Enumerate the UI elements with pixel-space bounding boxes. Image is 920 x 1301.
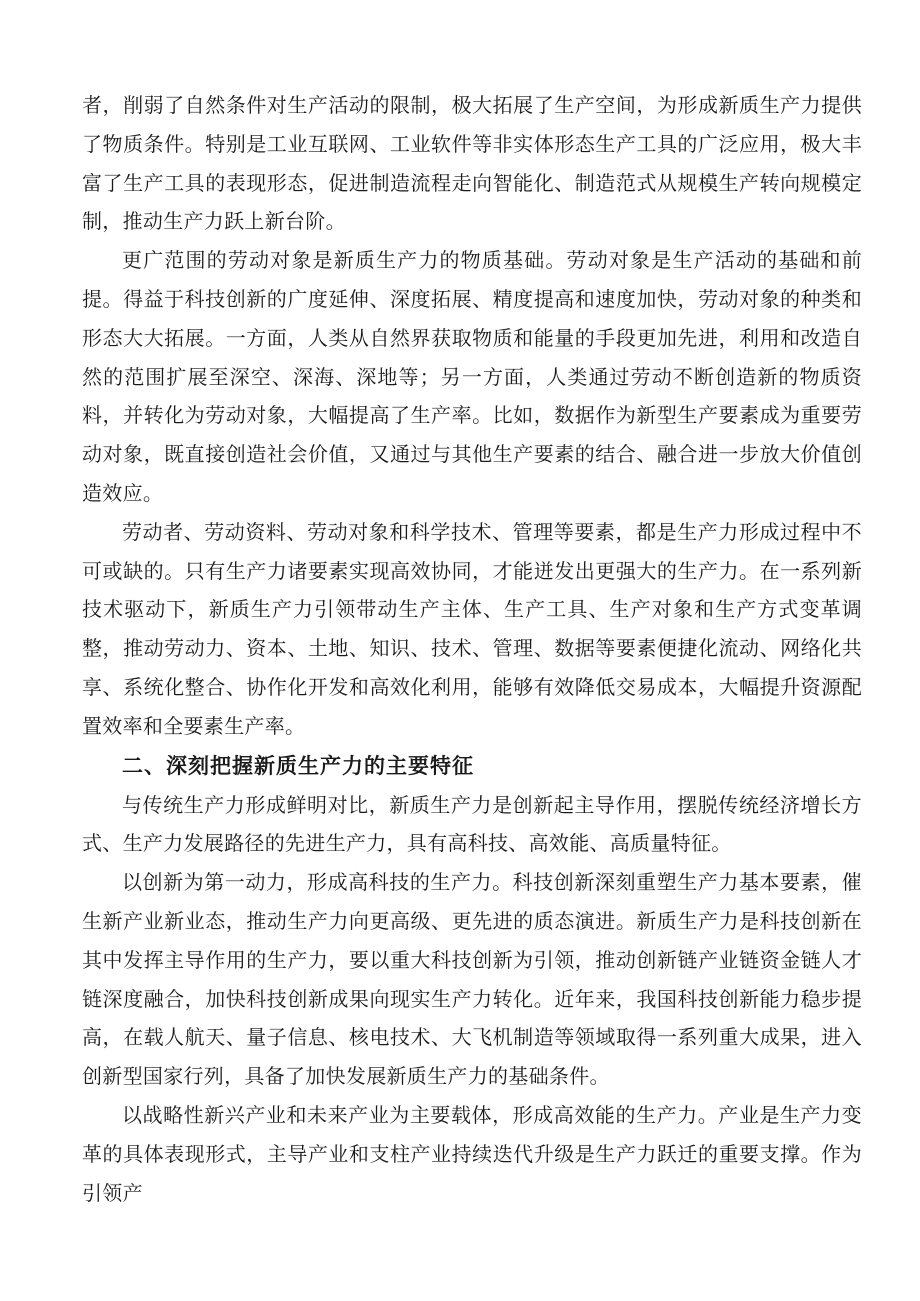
section-heading: 二、深刻把握新质生产力的主要特征: [122, 752, 474, 778]
paragraph-1: 者，削弱了自然条件对生产活动的限制，极大拓展了生产空间，为形成新质生产力提供了物质条件。特别是工业互联网、工业软件等非实体形态生产工具的广泛应用，极大丰富了生产工具的表现形态，促进制造流程走向智能化、制造范式从规模生产转向规模定制，推动生产力跃上新台阶。: [82, 93, 862, 234]
paragraph-2: 更广范围的劳动对象是新质生产力的物质基础。劳动对象是生产活动的基础和前提。得益于科技创新的广度延伸、深度拓展、精度提高和速度加快，劳动对象的种类和形态大大拓展。一方面，人类从自然界获取物质和能量的手段更加先进，利用和改造自然的范围扩展至深空、深海、深地等；另一方面，人类通过劳动不断创造新的物质资料，并转化为劳动对象，大幅提高了生产率。比如，数据作为新型生产要素成为重要劳动对象，既直接创造社会价值，又通过与其他生产要素的结合、融合进一步放大价值创造效应。: [82, 248, 862, 505]
paragraph-5: 以创新为第一动力，形成高科技的生产力。科技创新深刻重塑生产力基本要素，催生新产业新业态，推动生产力向更高级、更先进的质态演进。新质生产力是科技创新在其中发挥主导作用的生产力，要以重大科技创新为引领，推动创新链产业链资金链人才链深度融合，加快科技创新成果向现实生产力转化。近年来，我国科技创新能力稳步提高，在载人航天、量子信息、核电技术、大飞机制造等领域取得一系列重大成果，进入创新型国家行列，具备了加快发展新质生产力的基础条件。: [82, 870, 862, 1089]
document-page: [82, 86, 862, 1212]
paragraph-4: 与传统生产力形成鲜明对比，新质生产力是创新起主导作用，摆脱传统经济增长方式、生产力发展路径的先进生产力，具有高科技、高效能、高质量特征。: [82, 792, 862, 856]
paragraph-6: 以战略性新兴产业和未来产业为主要载体，形成高效能的生产力。产业是生产力变革的具体表现形式，主导产业和支柱产业持续迭代升级是生产力跃迁的重要支撑。作为引领产: [82, 1102, 862, 1205]
paragraph-3: 劳动者、劳动资料、劳动对象和科学技术、管理等要素，都是生产力形成过程中不可或缺的。只有生产力诸要素实现高效协同，才能迸发出更强大的生产力。在一系列新技术驱动下，新质生产力引领带动生产主体、生产工具、生产对象和生产方式变革调整，推动劳动力、资本、土地、知识、技术、管理、数据等要素便捷化流动、网络化共享、系统化整合、协作化开发和高效化利用，能够有效降低交易成本，大幅提升资源配置效率和全要素生产率。: [82, 519, 862, 738]
